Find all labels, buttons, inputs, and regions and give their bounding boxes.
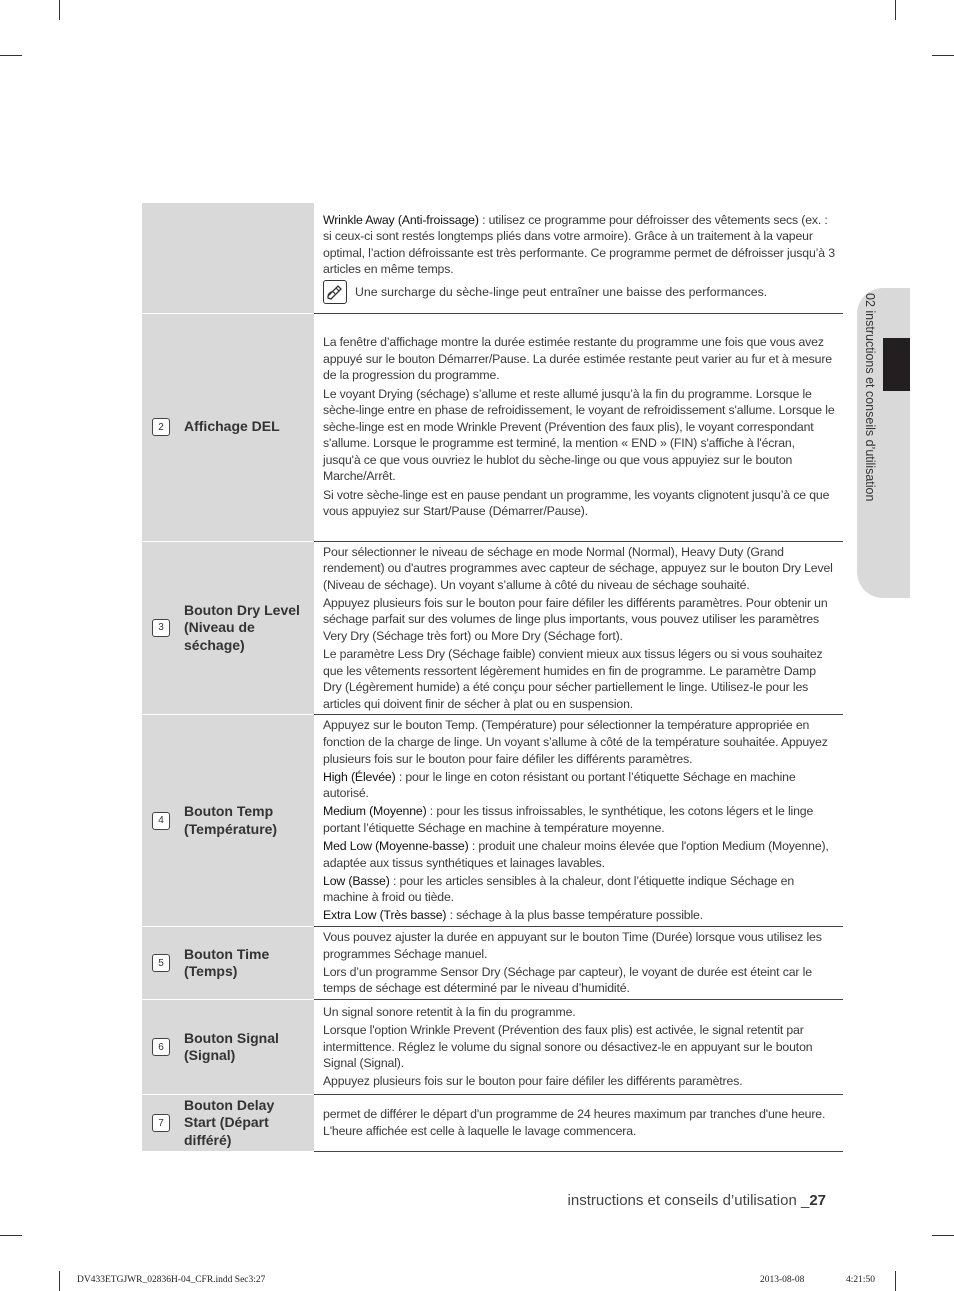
- description-text: permet de différer le départ d'un programme de 24 heures maximum par tranches d'une heure. L'heure affichée est celle à laquelle le lavage commencera.: [323, 1107, 826, 1139]
- setting-term: Wrinkle Away (Anti-froissage): [323, 212, 479, 227]
- description-paragraph: [323, 1022, 835, 1072]
- setting-term: Medium (Moyenne): [323, 804, 427, 819]
- description-text: La fenêtre d’affichage montre la durée estimée restante du programme une fois que vous avez appuyé sur le bouton Démarrer/Pause. La durée estimée restante peut varier au fur et à mesure de la progression du programme.: [323, 335, 832, 383]
- crop-mark: [0, 1235, 22, 1236]
- description-text: : produit une chaleur moins élevée que l'option Medium (Moyenne), adaptée aux tissus synthétiques et lainages lavables.: [323, 839, 829, 870]
- control-name: Bouton Delay Start (Départ différé): [184, 1096, 275, 1148]
- control-label-cell: [142, 313, 314, 541]
- description-text: Si votre sèche-linge est en pause pendant un programme, les voyants clignotent jusqu’à ce que vous appuyiez sur Start/Pause (Démarrer/Pause).: [323, 487, 830, 519]
- description-text: Le voyant Drying (séchage) s’allume et reste allumé jusqu’à la fin du programme. Lorsque le sèche-linge entre en phase de refroidissement, le voyant de refroidissement s'allume. Lorsque le sèche-linge est en mode Wrinkle Prevent (Prévention des faux plis), le voyant correspondant s'allume. Lorsque le programme est terminé, la mention « END » (FIN) s'affiche à l'écran, jusqu'à ce que vous ouvriez le hublot du sèche-linge ou que vous appuyiez sur le bouton Marche/Arrêt.: [323, 386, 835, 484]
- crop-mark: [932, 55, 954, 56]
- table-row: [142, 313, 843, 541]
- control-description-cell: [314, 927, 843, 1000]
- description-paragraph: [323, 386, 835, 486]
- control-label: [142, 602, 314, 655]
- description-text: Un signal sonore retentit à la fin du programme.: [323, 1005, 576, 1020]
- control-description-cell: [314, 1095, 843, 1152]
- description-paragraph: [323, 487, 835, 520]
- description-text: Le paramètre Less Dry (Séchage faible) convient mieux aux tissus légers ou si vous souhaitez que les vêtements ressortent légèrement humides en fin de programme. Le paramètre Damp Dry (Légèrement humide) a été conçu pour sécher partiellement le linge. Utilisez-le pour les articles qui doivent finir de sécher à plat ou en suspension.: [323, 647, 823, 711]
- controls-table-body: [142, 203, 843, 1152]
- control-name: Bouton Signal (Signal): [184, 1029, 279, 1064]
- crop-mark: [59, 0, 60, 20]
- description-text: : séchage à la plus basse température possible.: [446, 908, 704, 923]
- description-paragraph: [323, 212, 835, 278]
- description-paragraph: [323, 1073, 835, 1090]
- description-paragraph: [323, 907, 835, 924]
- setting-term: Extra Low (Très basse): [323, 908, 447, 923]
- setting-term: Low (Basse): [323, 873, 390, 888]
- control-label: [142, 418, 314, 436]
- control-description-cell: [314, 541, 843, 715]
- control-number-badge: 4: [152, 812, 170, 830]
- control-description-cell: [314, 1000, 843, 1095]
- description-paragraph: [323, 544, 835, 594]
- description-text: Lors d’un programme Sensor Dry (Séchage par capteur), le voyant de durée est éteint car le temps de séchage est déterminé par le niveau d’humidité.: [323, 964, 812, 996]
- description-text: Appuyez plusieurs fois sur le bouton pour faire défiler les différents paramètres.: [323, 1074, 743, 1089]
- control-label-cell: [142, 1095, 314, 1152]
- description-paragraph: [323, 1004, 835, 1021]
- description-text: : pour les articles sensibles à la chaleur, dont l’étiquette indique Séchage en machine à froid ou tiède.: [323, 873, 795, 905]
- table-row: [142, 541, 843, 715]
- control-label-cell: [142, 927, 314, 1000]
- description-text: : pour les tissus infroissables, le synthétique, les cotons légers et le linge portant l’étiquette Séchage en machine à température moyenne.: [323, 804, 814, 835]
- table-row: [142, 927, 843, 1000]
- print-file-info: DV433ETGJWR_02836H-04_CFR.indd Sec3:27: [77, 1275, 266, 1285]
- control-description-cell: [314, 715, 843, 927]
- crop-mark: [932, 1235, 954, 1236]
- control-label-cell: [142, 715, 314, 927]
- control-number-badge: 6: [152, 1038, 170, 1056]
- control-label-cell: [142, 541, 314, 715]
- control-name: Bouton Dry Level (Niveau de séchage): [184, 601, 300, 653]
- control-label: [142, 1097, 314, 1150]
- control-name: Affichage DEL: [184, 418, 280, 435]
- footer-section: instructions et conseils d’utilisation _: [567, 1192, 810, 1209]
- control-description-cell: [314, 313, 843, 541]
- description-paragraph: [323, 929, 835, 962]
- description-paragraph: [323, 873, 835, 906]
- control-name: Bouton Time (Temps): [184, 945, 270, 980]
- description-paragraph: [323, 769, 835, 802]
- description-text: Appuyez sur le bouton Temp. (Température) pour sélectionner la température appropriée en fonction de la charge de linge. Un voyant s’allume à côté de la température souhaitée. Appuyez plusieurs fois sur le bouton pour faire défiler les différents paramètres.: [323, 718, 828, 766]
- setting-term: Med Low (Moyenne-basse): [323, 839, 469, 854]
- description-text: Vous pouvez ajuster la durée en appuyant sur le bouton Time (Durée) lorsque vous utilisez les programmes Séchage manuel.: [323, 930, 822, 961]
- description-paragraph: [323, 964, 835, 997]
- description-text: Lorsque l'option Wrinkle Prevent (Prévention des faux plis) est activée, le signal retentit par intermittence. Réglez le volume du signal sonore ou désactivez-le en appuyant sur le bouton Signal (Signal).: [323, 1023, 813, 1071]
- description-text: : pour le linge en coton résistant ou portant l’étiquette Séchage en machine autorisé.: [323, 769, 796, 801]
- control-number-badge: 3: [152, 619, 170, 637]
- control-label: [142, 946, 314, 981]
- description-text: : utilisez ce programme pour défroisser des vêtements secs (ex. : si ceux-ci sont restés longtemps pliés dans votre armoire). Grâce à un traitement à la vapeur optimal, l’action défroissante est très performante. Ce programme permet de défroisser jusqu’à 3 articles en même temps.: [323, 212, 835, 277]
- setting-term: High (Élevée): [323, 769, 396, 784]
- control-label: [142, 803, 314, 838]
- print-time: 4:21:50: [846, 1275, 876, 1285]
- control-label-cell: [142, 203, 314, 313]
- chapter-side-tab-marker: [883, 338, 910, 391]
- description-paragraph: [323, 595, 835, 645]
- description-paragraph: [323, 1106, 835, 1139]
- description-paragraph: [323, 803, 835, 836]
- chapter-side-tab-label: 02 instructions et conseils d’utilisation: [863, 293, 877, 502]
- crop-mark: [895, 1271, 896, 1291]
- crop-mark: [895, 0, 896, 20]
- control-number-badge: 2: [152, 418, 170, 436]
- crop-mark: [0, 55, 22, 56]
- control-description-cell: [314, 203, 843, 313]
- page-number: 27: [809, 1192, 826, 1209]
- control-label: [142, 1030, 314, 1065]
- table-row: [142, 1095, 843, 1152]
- description-paragraph: [323, 838, 835, 871]
- control-number-badge: 7: [152, 1114, 170, 1132]
- description-text: Appuyez plusieurs fois sur le bouton pour faire défiler les différents paramètres. Pour obtenir un séchage parfait sur des volumes de linge plus importants, vous pouvez utiliser les paramètres Very Dry (Séchage très fort) ou More Dry (Séchage fort).: [323, 595, 828, 643]
- table-row: [142, 715, 843, 927]
- control-name: Bouton Temp (Température): [184, 803, 278, 837]
- control-number-badge: 5: [152, 954, 170, 972]
- description-paragraph: [323, 717, 835, 767]
- crop-mark: [59, 1271, 60, 1291]
- description-paragraph: [323, 334, 835, 384]
- note: [323, 280, 835, 304]
- description-text: Pour sélectionner le niveau de séchage en mode Normal (Normal), Heavy Duty (Grand rendement) ou d'autres programmes avec capteur de séchage, appuyez sur le bouton Dry Level (Niveau de séchage). Un voyant s’allume à côté du niveau de séchage souhaité.: [323, 544, 833, 592]
- page-footer: [568, 1192, 826, 1209]
- note-pencil-icon: [323, 280, 347, 304]
- note-text: Une surcharge du sèche-linge peut entraîner une baisse des performances.: [355, 284, 768, 299]
- table-row: [142, 1000, 843, 1095]
- print-date: 2013-08-08: [760, 1275, 805, 1285]
- description-paragraph: [323, 646, 835, 712]
- table-row: [142, 203, 843, 313]
- controls-table: [142, 203, 843, 1152]
- control-label-cell: [142, 1000, 314, 1095]
